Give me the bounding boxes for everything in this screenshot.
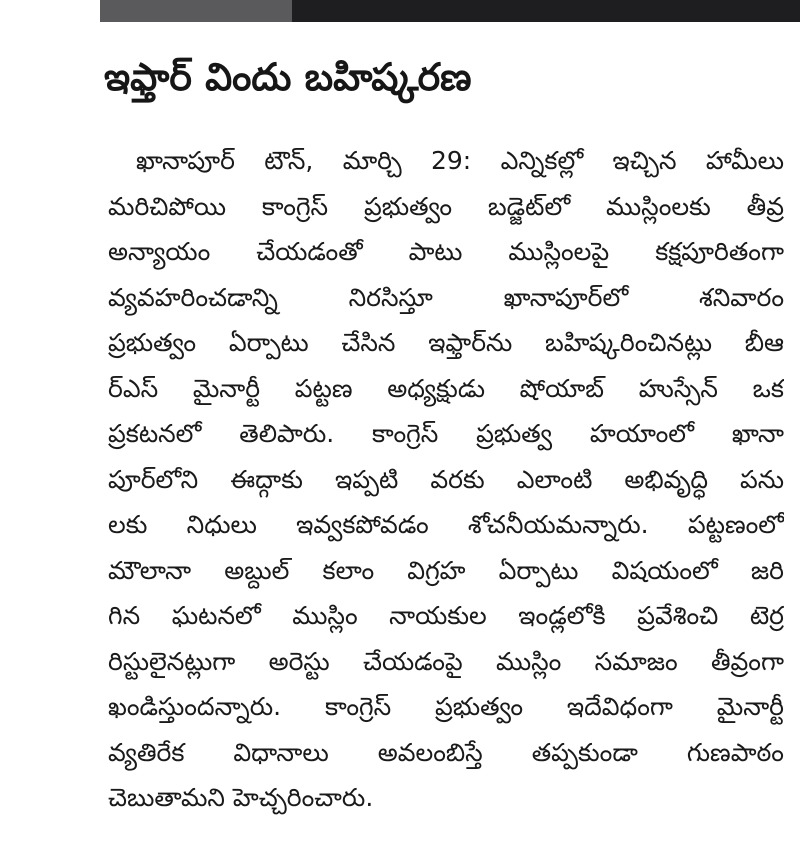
article-line: పూర్‌లోని ఈద్గాకు ఇప్పటి వరకు ఎలాంటి అభివృద్ధి పను (108, 464, 784, 494)
article-line: మరిచిపోయి కాంగ్రెస్ ప్రభుత్వం బడ్జెట్‌లో ముస్లింలకు తీవ్ర (108, 191, 784, 221)
article-line: ప్రభుత్వం ఏర్పాటు చేసిన ఇఫ్తార్‌ను బహిష్కరించినట్లు బీఆ (108, 328, 784, 357)
header-bar-gray (100, 0, 292, 22)
article-line: ఖానాపూర్ టౌన్, మార్చి 29: ఎన్నికల్లో ఇచ్చిన హామీలు (136, 146, 784, 175)
header-bar-black (292, 0, 800, 22)
article-line: లకు నిధులు ఇవ్వకపోవడం శోచనీయమన్నారు. పట్టణంలో (108, 510, 784, 539)
article-line: వ్యతిరేక విధానాలు అవలంబిస్తే తప్పకుండా గుణపాఠం (108, 737, 784, 767)
article-line: అన్యాయం చేయడంతో పాటు ముస్లింలపై కక్షపూరితంగా (108, 237, 784, 266)
article-line: రిస్టులైనట్లుగా అరెస్టు చేయడంపై ముస్లిం సమాజం తీవ్రంగా (108, 646, 784, 676)
article-line: ర్ఎస్ మైనార్టీ పట్టణ అధ్యక్షుడు షోయాబ్ హుస్సేన్ ఒక (108, 373, 784, 403)
article-line: గిన ఘటనలో ముస్లిం నాయకుల ఇండ్లలోకి ప్రవేశించి టెర్ర (108, 601, 784, 630)
article-line: ఖండిస్తుందన్నారు. కాంగ్రెస్ ప్రభుత్వం ఇదేవిధంగా మైనార్టీ (108, 692, 784, 721)
article-line: చెబుతామని హెచ్చరించారు. (108, 783, 374, 812)
article-body (108, 138, 784, 821)
article-line: వ్యవహరించడాన్ని నిరసిస్తూ ఖానాపూర్‌లో శనివారం (108, 282, 784, 312)
article-line: మౌలానా అబ్దుల్ కలాం విగ్రహ ఏర్పాటు విషయంలో జరి (108, 555, 784, 585)
article-line: ప్రకటనలో తెలిపారు. కాంగ్రెస్ ప్రభుత్వ హయాంలో ఖానా (108, 419, 784, 448)
article-headline: ఇఫ్తార్ విందు బహిష్కరణ (104, 55, 472, 99)
